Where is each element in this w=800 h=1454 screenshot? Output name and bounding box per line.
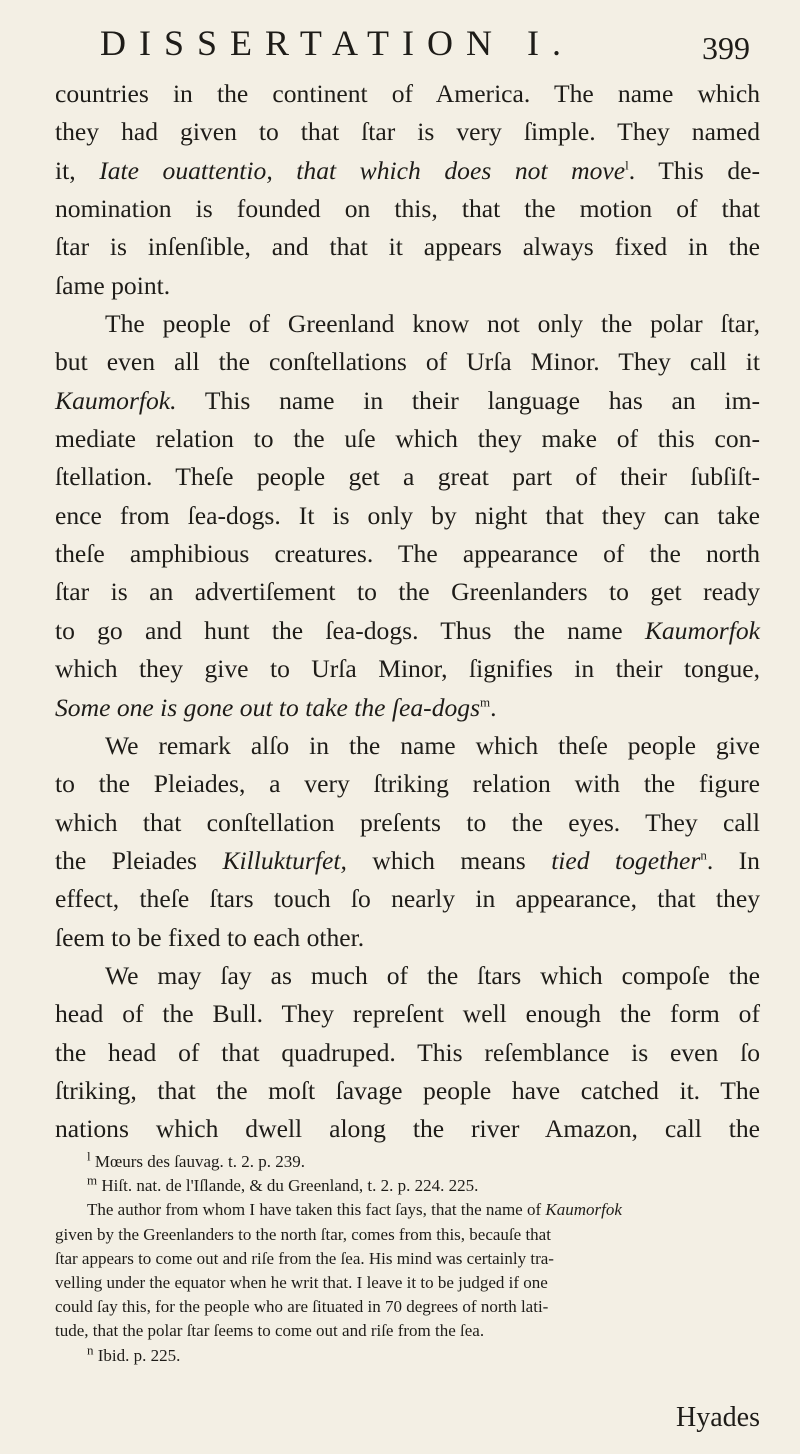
italic-phrase: tied together [551,845,701,875]
footnote-m-continued: could ſay this, for the people who are ſituated in 70 degrees of north lati- [55,1297,549,1317]
text-line: ſtellation. Theſe people get a great part of their ſubſiſt- [55,462,760,492]
catchword: Hyades [676,1402,760,1433]
running-title: DISSERTATION I. [100,23,574,63]
footnote-m-continued: tude, that the polar ſtar ſeems to come out and riſe from the ſea. [55,1321,485,1341]
text-line: effect, theſe ſtars touch ſo nearly in appearance, that they [55,884,760,914]
paragraph-start-line: We remark alſo in the name which theſe people give [105,730,760,760]
text-line: which that conſtellation preſents to the eyes. They call [55,807,760,837]
text-line: countries in the continent of America. The name which [55,79,760,108]
text-line: it, Iate ouattentio, that which does not move$^l$. This de- [55,155,760,185]
footnote-ref: l [625,157,629,173]
text-line: to go and hunt the ſea-dogs. Thus the name Kaumorfok [55,615,760,645]
italic-phrase: Iate ouattentio, that which does not move [99,155,626,185]
text-line: ſame point. [55,270,171,300]
footnote-ref: m [480,693,491,709]
running-header [90,22,750,72]
text-line: theſe amphibious creatures. The appearance of the north [55,539,760,569]
italic-phrase: Some one is gone out to take the ſea-dogs [55,692,481,722]
text-line: Kaumorfok. This name in their language has an im- [55,385,760,415]
footnote-n: $^n$ Ibid. p. 225. [87,1341,181,1365]
text-line: head of the Bull. They repreſent well enough the form of [55,999,760,1029]
footnote-m-continued: given by the Greenlanders to the north ſtar, comes from this, becauſe that [55,1224,551,1244]
text-line: nomination is founded on this, that the motion of that [55,194,760,224]
text-line: ence from ſea-dogs. It is only by night that they can take [55,500,760,530]
text-line: ſeem to be fixed to each other. [55,922,365,952]
text-line: nations which dwell along the river Amazon, call the [55,1114,760,1144]
footnote-m-continued: The author from whom I have taken this fact ſays, that the name of Kaumorfok [87,1200,622,1220]
text-line: ſtriking, that the moſt ſavage people have catched it. The [55,1075,760,1105]
text-line: ſtar is inſenſible, and that it appears always fixed in the [55,232,760,262]
text-line: they had given to that ſtar is very ſimple. They named [55,117,760,147]
text-line: to the Pleiades, a very ſtriking relation with the figure [55,769,760,799]
footnote-l: $^l$ Mœurs des ſauvag. t. 2. p. 239. [87,1148,305,1171]
text-line: Some one is gone out to take the ſea-dogs$^m$. [55,692,497,722]
italic-word: Killukturfet, [222,845,347,875]
main-text [55,75,760,1149]
italic-word: Kaumorfok [644,615,760,645]
text-line: the Pleiades Killukturfet, which means tied together$^n$. In [55,845,760,875]
footnote-m-continued: ſtar appears to come out and riſe from the ſea. His mind was certainly tra- [55,1248,554,1268]
footnote-ref: n [700,847,707,863]
footnote-m-continued: velling under the equator when he writ that. I leave it to be judged if one [55,1273,548,1293]
text-line: which they give to Urſa Minor, ſignifies in their tongue, [55,654,760,684]
text-line: the head of that quadruped. This reſemblance is even ſo [55,1037,760,1067]
text-line: but even all the conſtellations of Urſa Minor. They call it [55,347,760,377]
italic-word: Kaumorfok. [55,385,177,415]
text-line: ſtar is an advertiſement to the Greenlanders to get ready [55,577,760,607]
paragraph-start-line: The people of Greenland know not only the polar ſtar, [105,309,760,339]
footnotes [55,1150,760,1368]
text-line: mediate relation to the uſe which they make of this con- [55,424,760,454]
paragraph-start-line: We may ſay as much of the ſtars which compoſe the [105,960,760,990]
footnote-m: $^m$ Hiſt. nat. de l'Iſlande, & du Greenland, t. 2. p. 224. 225. [87,1172,479,1196]
page-number: 399 [702,30,750,66]
